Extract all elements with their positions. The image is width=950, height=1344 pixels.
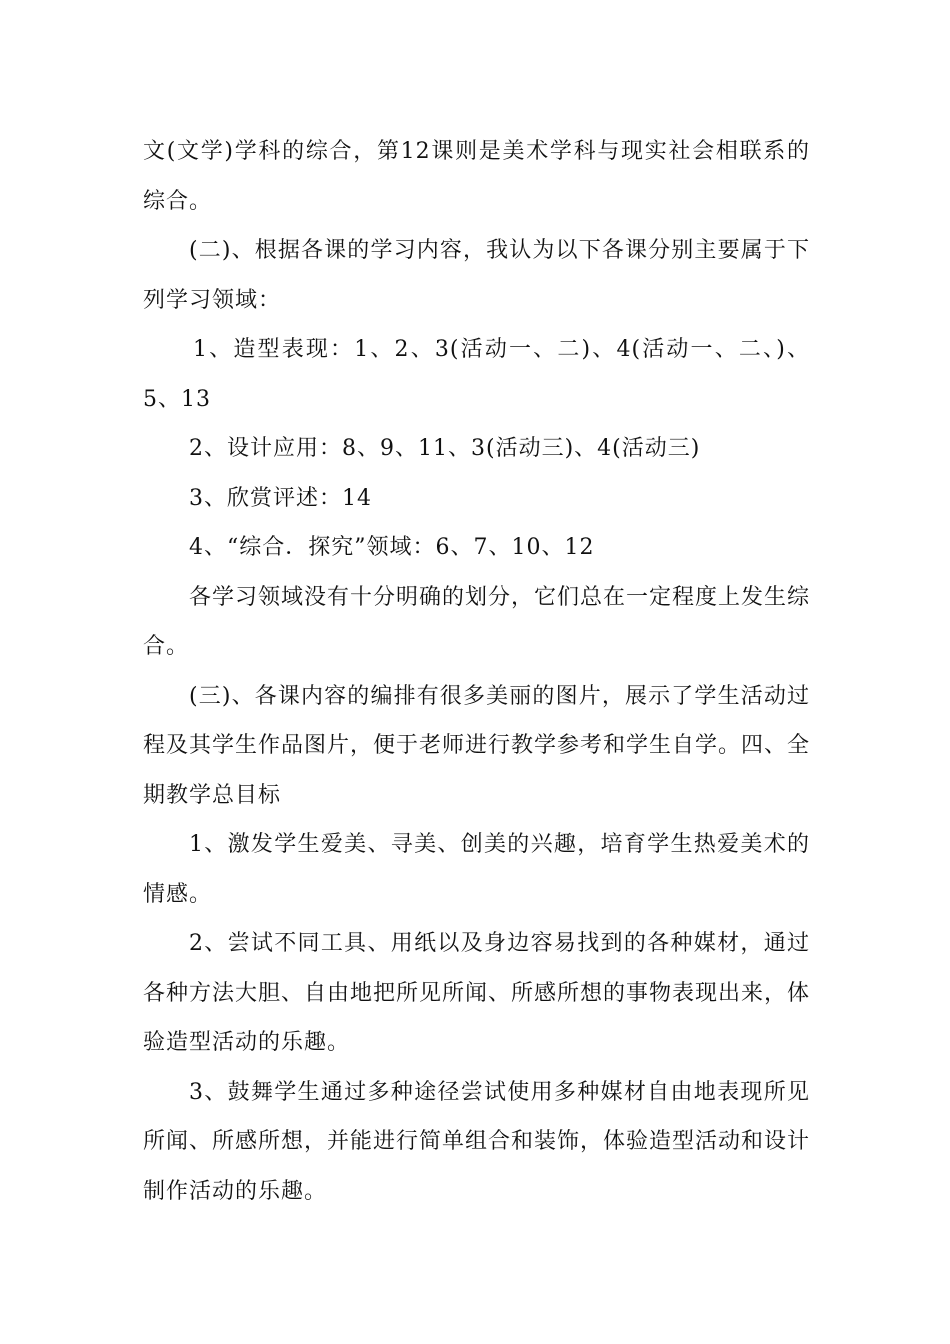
- paragraph-goal-one: 1、激发学生爱美、寻美、创美的兴趣，培育学生热爱美术的情感。: [143, 832, 810, 907]
- paragraph-continuation: 文(文学)学科的综合，第12课则是美术学科与现实社会相联系的综合。: [143, 139, 810, 214]
- document-body: [143, 127, 810, 1216]
- paragraph-goal-three: 3、鼓舞学生通过多种途径尝试使用多种媒材自由地表现所见所闻、所感所想，并能进行简单组合和装饰，体验造型活动和设计制作活动的乐趣。: [143, 1079, 811, 1204]
- paragraph-section-two: (二)、根据各课的学习内容，我认为以下各课分别主要属于下列学习领域：: [143, 238, 810, 313]
- paragraph-goal-two: 2、尝试不同工具、用纸以及身边容易找到的各种媒材，通过各种方法大胆、自由地把所见所闻、所感所想的事物表现出来，体验造型活动的乐趣。: [143, 931, 811, 1055]
- paragraph-integrated: 4、“综合．探究”领域：6、7、10、12: [189, 535, 595, 560]
- paragraph-modeling: 1、造型表现：1、2、3(活动一、二)、4(活动一、二、)、5、13: [143, 337, 810, 412]
- paragraph-section-three: (三)、各课内容的编排有很多美丽的图片，展示了学生活动过程及其学生作品图片，便于老师进行教学参考和学生自学。四、全期教学总目标: [143, 683, 811, 808]
- paragraph-appreciation: 3、欣赏评述：14: [189, 485, 372, 511]
- paragraph-design: 2、设计应用：8、9、11、3(活动三)、4(活动三): [189, 436, 701, 461]
- paragraph-domains-note: 各学习领域没有十分明确的划分，它们总在一定程度上发生综合。: [143, 584, 811, 659]
